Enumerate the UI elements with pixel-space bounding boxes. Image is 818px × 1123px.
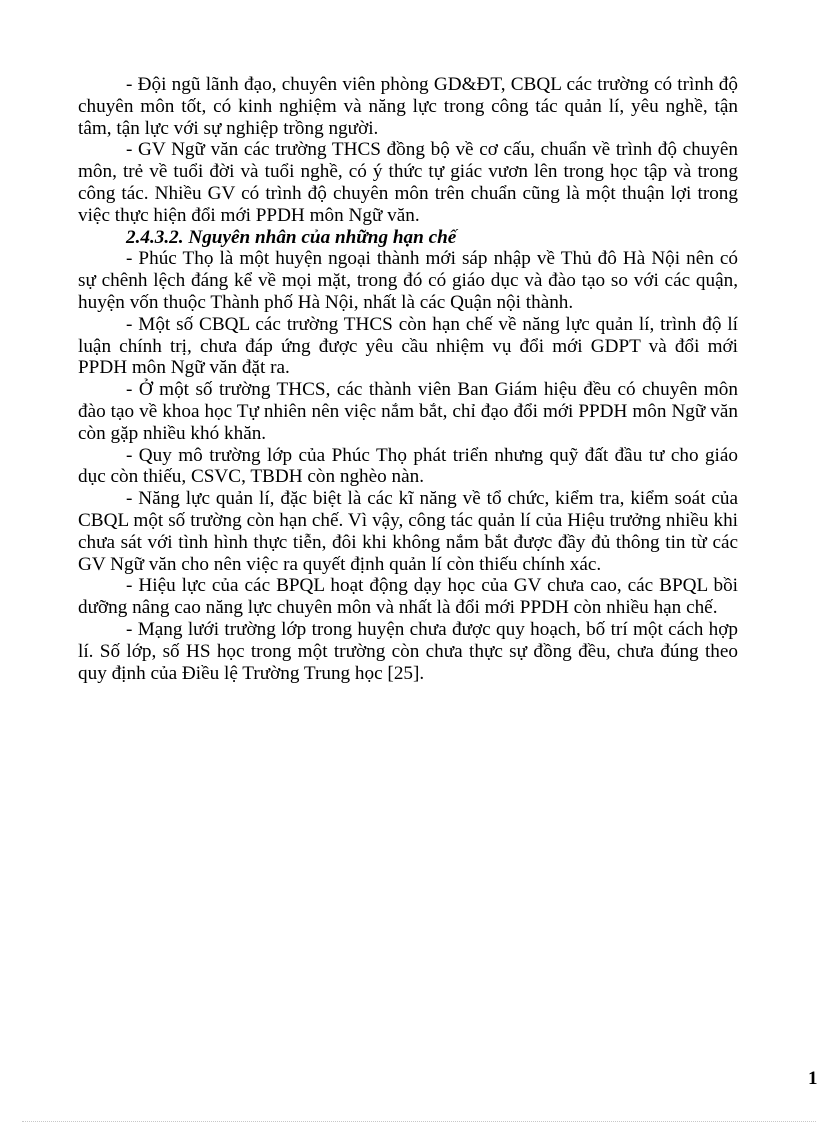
page-number: 1: [808, 1068, 818, 1089]
document-body: [78, 74, 738, 684]
paragraph-bpql-effectiveness: - Hiệu lực của các BPQL hoạt động dạy học của GV chưa cao, các BPQL bồi dưỡng nâng cao năng lực chuyên môn và nhất là đổi mới PPDH còn nhiều hạn chế.: [78, 575, 738, 619]
paragraph-literature-teachers: - GV Ngữ văn các trường THCS đồng bộ về cơ cấu, chuẩn về trình độ chuyên môn, trẻ về tuổi đời và tuổi nghề, có ý thức tự giác vươn lên trong học tập và trong công tác. Nhiều GV có trình độ chuyên môn trên chuẩn cũng là một thuận lợi trong việc thực hiện đổi mới PPDH môn Ngữ văn.: [78, 139, 738, 226]
paragraph-board-training: - Ở một số trường THCS, các thành viên Ban Giám hiệu đều có chuyên môn đào tạo về khoa học Tự nhiên nên việc nắm bắt, chỉ đạo đổi mới PPDH môn Ngữ văn còn gặp nhiều khó khăn.: [78, 379, 738, 444]
paragraph-cbql-limitations: - Một số CBQL các trường THCS còn hạn chế về năng lực quản lí, trình độ lí luận chính trị, chưa đáp ứng được yêu cầu nhiệm vụ đổi mới GDPT và đổi mới PPDH môn Ngữ văn đặt ra.: [78, 313, 738, 379]
paragraph-school-scale: - Quy mô trường lớp của Phúc Thọ phát triển nhưng quỹ đất đầu tư cho giáo dục còn thiếu, CSVC, TBDH còn nghèo nàn.: [78, 444, 738, 488]
page-bottom-edge: [22, 1121, 816, 1122]
paragraph-school-network: - Mạng lưới trường lớp trong huyện chưa được quy hoạch, bố trí một cách hợp lí. Số lớp, số HS học trong một trường còn chưa thực sự đồng đều, chưa đúng theo quy định của Điều lệ Trường Trung học [25].: [78, 618, 738, 684]
paragraph-management-skills: - Năng lực quản lí, đặc biệt là các kĩ năng về tổ chức, kiểm tra, kiểm soát của CBQL một số trường còn hạn chế. Vì vậy, công tác quản lí của Hiệu trưởng nhiều khi chưa sát với tình hình thực tiễn, đôi khi không nắm bắt được đầy đủ thông tin từ các GV Ngữ văn cho nên việc ra quyết định quản lí còn thiếu chính xác.: [78, 488, 738, 575]
section-heading: 2.4.3.2. Nguyên nhân của những hạn chế: [126, 226, 457, 248]
paragraph-phuc-tho-district: - Phúc Thọ là một huyện ngoại thành mới sáp nhập về Thủ đô Hà Nội nên có sự chênh lệch đáng kể về mọi mặt, trong đó có giáo dục và đào tạo so với các quận, huyện vốn thuộc Thành phố Hà Nội, nhất là các Quận nội thành.: [78, 248, 738, 313]
paragraph-leadership-staff: - Đội ngũ lãnh đạo, chuyên viên phòng GD&ĐT, CBQL các trường có trình độ chuyên môn tốt, có kinh nghiệm và năng lực trong công tác quản lí, yêu nghề, tận tâm, tận lực với sự nghiệp trồng người.: [78, 74, 738, 139]
